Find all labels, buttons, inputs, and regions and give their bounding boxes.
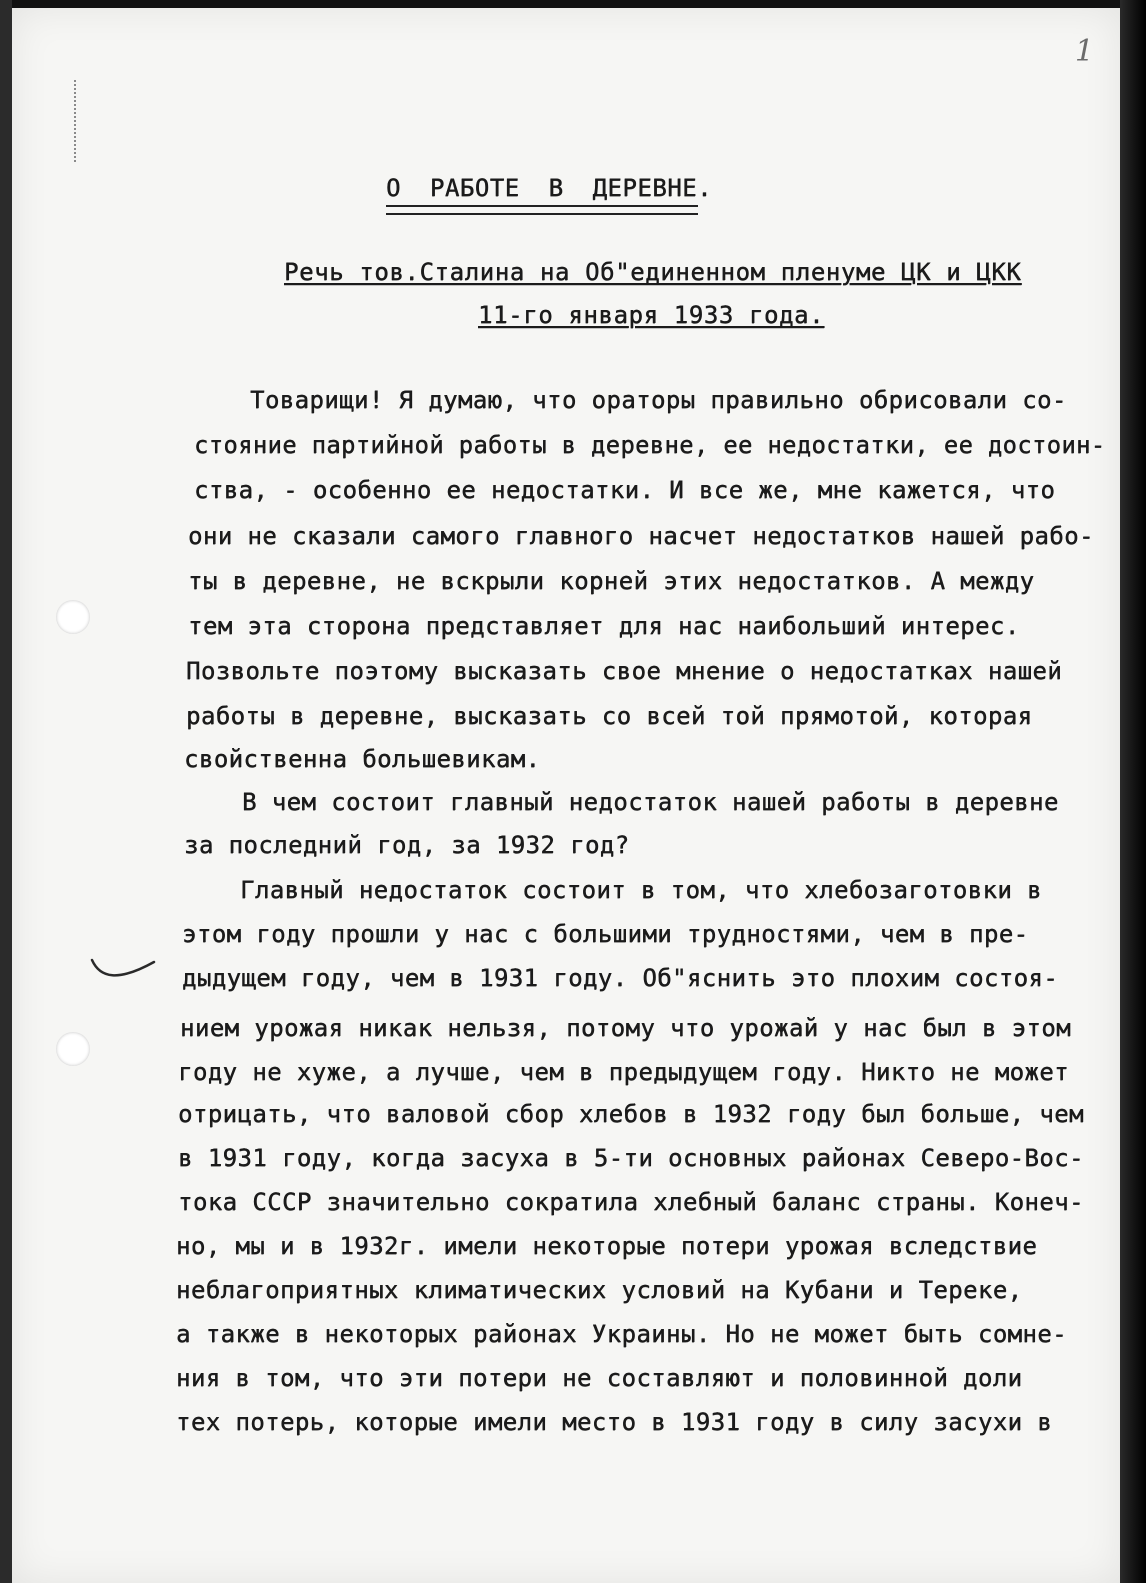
page-number: 1 (1074, 34, 1094, 69)
margin-checkmark-icon (88, 948, 158, 988)
text-line: неблагоприятных климатических условий на Кубани и Тереке, (176, 1276, 1023, 1304)
text-line: Главный недостаток состоит в том, что хлебозаготовки в (240, 876, 1042, 904)
scan-left-border (0, 0, 12, 1583)
punch-hole (56, 1032, 90, 1066)
text-line: Товарищи! Я думаю, что ораторы правильно обрисовали со- (250, 386, 1067, 414)
text-line: ты в деревне, не вскрыли корней этих недостатков. А между (188, 567, 1035, 595)
text-line: этом году прошли у нас с большими трудностями, чем в пре- (182, 920, 1029, 948)
subtitle-line: 11-го января 1933 года. (478, 301, 825, 329)
text-line: работы в деревне, высказать со всей той прямотой, которая (186, 702, 1033, 730)
text-line: Позвольте поэтому высказать свое мнение о недостатках нашей (186, 657, 1063, 685)
text-line: стояние партийной работы в деревне, ее недостатки, ее достоин- (194, 431, 1106, 459)
document-title: О РАБОТЕ В ДЕРЕВНЕ. (386, 174, 713, 202)
text-line: отрицать, что валовой сбор хлебов в 1932 году был больше, чем (178, 1100, 1084, 1128)
punch-hole (56, 600, 90, 634)
scan-top-border (0, 0, 1146, 8)
text-line: ния в том, что эти потери не составляют и половинной доли (176, 1364, 1023, 1392)
text-line: за последний год, за 1932 год? (184, 831, 630, 859)
text-line: в 1931 году, когда засуха в 5-ти основных районах Северо-Вос- (178, 1144, 1084, 1172)
text-line: нием урожая никак нельзя, потому что урожай у нас был в этом (180, 1014, 1071, 1042)
text-line: а также в некоторых районах Украины. Но не может быть сомне- (176, 1320, 1067, 1348)
text-line: тех потерь, которые имели место в 1931 году в силу засухи в (176, 1408, 1053, 1436)
text-line: ства, - особенно ее недостатки. И все же, мне кажется, что (194, 476, 1056, 504)
document-page (12, 8, 1120, 1583)
text-line: тока СССР значительно сократила хлебный баланс страны. Конеч- (178, 1188, 1084, 1216)
text-line: свойственна большевикам. (184, 745, 541, 773)
text-line: они не сказали самого главного насчет недостатков нашей рабо- (188, 522, 1094, 550)
text-line: дыдущем году, чем в 1931 году. Об"яснить это плохим состоя- (182, 964, 1059, 992)
margin-pencil-mark (74, 80, 78, 162)
title-double-underline (386, 205, 698, 215)
text-line: тем эта сторона представляет для нас наибольший интерес. (188, 612, 1020, 640)
text-line: В чем состоит главный недостаток нашей работы в деревне (242, 788, 1059, 816)
text-line: но, мы и в 1932г. имели некоторые потери урожая вследствие (176, 1232, 1038, 1260)
text-line: году не хуже, а лучше, чем в предыдущем году. Никто не может (178, 1058, 1069, 1086)
scan-right-border (1120, 0, 1146, 1583)
subtitle-line: Речь тов.Сталина на Об"единенном пленуме ЦК и ЦКК (284, 258, 1022, 286)
